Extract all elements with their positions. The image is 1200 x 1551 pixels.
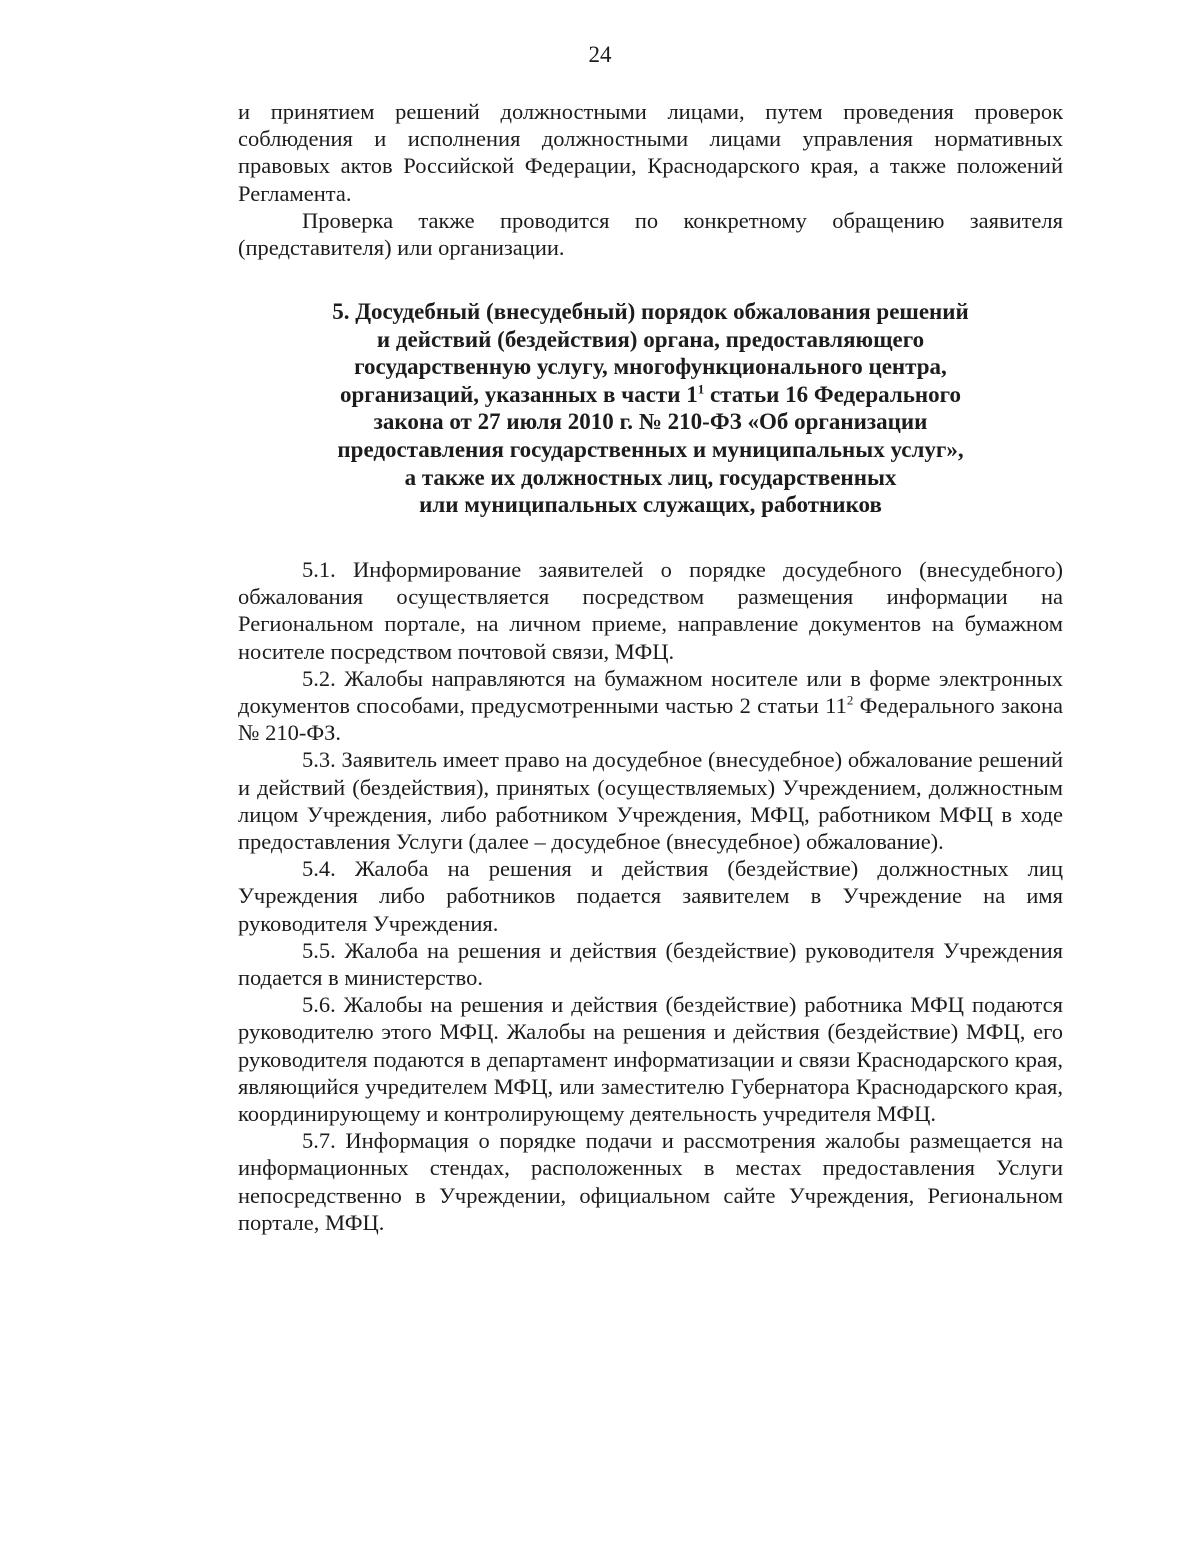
intro-paragraph-inspection: Проверка также проводится по конкретному обращению заявителя (представителя) или организации.	[238, 207, 1063, 261]
heading-line-4-superscript: 1	[697, 381, 705, 397]
heading-line-8: или муниципальных служащих, работников	[419, 492, 882, 518]
intro-block	[238, 98, 1063, 261]
point-5-2	[238, 665, 1063, 747]
heading-line-3: государственную услугу, многофункционального центра,	[354, 354, 947, 380]
heading-line-7: а также их должностных лиц, государственных	[404, 464, 897, 490]
point-5-4: 5.4. Жалоба на решения и действия (бездействие) должностных лиц Учреждения либо работников подается заявителем в Учреждение на имя руководителя Учреждения.	[238, 856, 1063, 936]
heading-line-5: закона от 27 июля 2010 г. № 210-ФЗ «Об организации	[373, 409, 928, 435]
point-5-5: 5.5. Жалоба на решения и действия (бездействие) руководителя Учреждения подается в министерство.	[238, 937, 1063, 991]
heading-line-4-text-b: статьи 16 Федерального	[704, 381, 962, 407]
intro-paragraph-continuation: и принятием решений должностными лицами, путем проведения проверок соблюдения и исполнения должностными лицами управления нормативных правовых актов Российской Федерации, Краснодарского края, а также положений Регламента.	[238, 99, 1063, 206]
point-5-2-text-a: 5.2. Жалобы направляются на бумажном носителе или в форме электронных документов способами, предусмотренными частью 2 статьи 11	[238, 665, 1063, 719]
heading-line-4-text-a: организаций, указанных в части 1	[339, 381, 698, 407]
page-number: 24	[588, 42, 612, 67]
heading-line-4	[238, 381, 1063, 409]
section-5-heading	[238, 298, 1063, 519]
heading-line-2: и действий (бездействия) органа, предоставляющего	[376, 326, 925, 352]
heading-line-6: предоставления государственных и муниципальных услуг»,	[337, 436, 964, 462]
point-5-2-text-b: Федерального закона № 210-ФЗ.	[238, 693, 1063, 746]
point-5-6: 5.6. Жалобы на решения и действия (бездействие) работника МФЦ подаются руководителю этого МФЦ. Жалобы на решения и действия (бездействие) МФЦ, его руководителя подаются в департамент информатизации и связи Краснодарского края, являющийся учредителем МФЦ, или заместителю Губернатора Краснодарского края, координирующему и контролирующему деятельность учредителя МФЦ.	[238, 992, 1063, 1127]
point-5-2-superscript: 2	[846, 692, 854, 708]
point-5-1: 5.1. Информирование заявителей о порядке досудебного (внесудебного) обжалования осуществляется посредством размещения информации на Региональном портале, на личном приеме, направление документов на бумажном носителе посредством почтовой связи, МФЦ.	[238, 557, 1063, 664]
heading-line-1: 5. Досудебный (внесудебный) порядок обжалования решений	[332, 299, 969, 324]
point-5-3: 5.3. Заявитель имеет право на досудебное (внесудебное) обжалование решений и действий (бездействия), принятых (осуществляемых) Учреждением, должностным лицом Учреждения, либо работником Учреждения, МФЦ, работником МФЦ в ходе предоставления Услуги (далее – досудебное (внесудебное) обжалование).	[238, 747, 1063, 855]
section-5-points	[238, 556, 1063, 1236]
point-5-7: 5.7. Информация о порядке подачи и рассмотрения жалобы размещается на информационных стендах, расположенных в местах предоставления Услуги непосредственно в Учреждении, официальном сайте Учреждения, Региональном портале, МФЦ.	[238, 1128, 1063, 1235]
